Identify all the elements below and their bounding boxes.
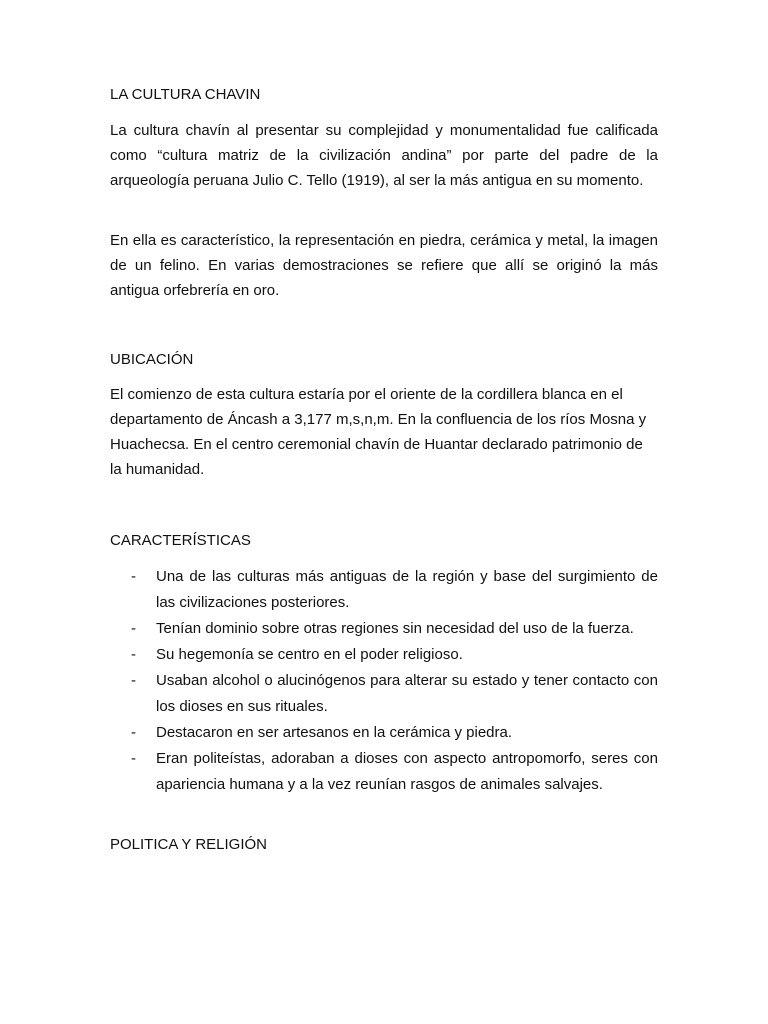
bullet-dash: - bbox=[131, 724, 136, 741]
bullet-dash: - bbox=[131, 646, 136, 663]
bullet-dash: - bbox=[131, 568, 136, 585]
caracteristicas-list bbox=[110, 564, 658, 798]
intro-paragraph-2: En ella es característico, la representación en piedra, cerámica y metal, la imagen de un felino. En varias demostraciones se refiere que allí se originó la más antigua orfebrería en oro. bbox=[110, 232, 658, 299]
list-item-text: Usaban alcohol o alucinógenos para alterar su estado y tener contacto con los dioses en sus rituales. bbox=[156, 672, 658, 715]
list-item-text: Eran politeístas, adoraban a dioses con aspecto antropomorfo, seres con apariencia humana y a la vez reunían rasgos de animales salvajes. bbox=[156, 750, 658, 793]
document-title: LA CULTURA CHAVIN bbox=[110, 86, 261, 103]
politica-heading: POLITICA Y RELIGIÓN bbox=[110, 836, 268, 853]
list-item bbox=[110, 746, 658, 798]
bullet-dash: - bbox=[131, 620, 136, 637]
list-item-text: Una de las culturas más antiguas de la región y base del surgimiento de las civilizaciones posteriores. bbox=[156, 568, 658, 611]
list-item bbox=[110, 720, 658, 746]
bullet-dash: - bbox=[131, 672, 136, 689]
list-item-text: Destacaron en ser artesanos en la cerámica y piedra. bbox=[156, 724, 513, 741]
bullet-dash: - bbox=[131, 750, 136, 767]
list-item bbox=[110, 642, 658, 668]
caracteristicas-heading: CARACTERÍSTICAS bbox=[110, 532, 251, 549]
list-item-text: Su hegemonía se centro en el poder religioso. bbox=[156, 646, 463, 663]
list-item-text: Tenían dominio sobre otras regiones sin necesidad del uso de la fuerza. bbox=[156, 620, 634, 637]
intro-paragraph-1: La cultura chavín al presentar su complejidad y monumentalidad fue calificada como “cultura matriz de la civilización andina” por parte del padre de la arqueología peruana Julio C. Tello (1919), al ser la más antigua en su momento. bbox=[110, 122, 658, 189]
list-item bbox=[110, 668, 658, 720]
list-item bbox=[110, 564, 658, 616]
ubicacion-heading: UBICACIÓN bbox=[110, 351, 194, 368]
list-item bbox=[110, 616, 658, 642]
ubicacion-paragraph: El comienzo de esta cultura estaría por el oriente de la cordillera blanca en el departamento de Áncash a 3,177 m,s,n,m. En la confluencia de los ríos Mosna y Huachecsa. En el centro ceremonial chavín de Huantar declarado patrimonio de la humanidad. bbox=[110, 386, 647, 478]
